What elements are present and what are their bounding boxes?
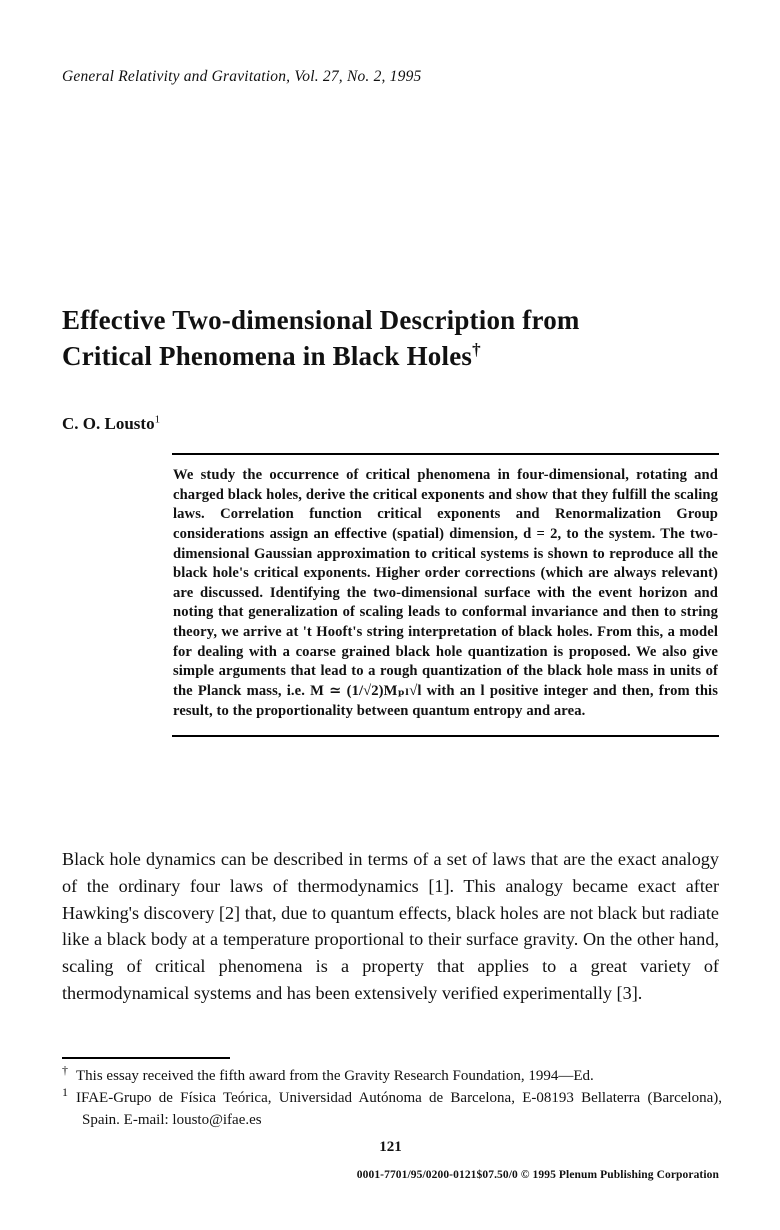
footnote-affiliation-text: IFAE-Grupo de Física Teórica, Universidad Autónoma de Barcelona, E-08193 Bellaterra (Barcelona), Spain. E-mail: lousto@ifae.es [76,1090,722,1128]
footnote-affiliation: $^1$ IFAE-Grupo de Física Teórica, Universidad Autónoma de Barcelona, E-08193 Bellaterra (Barcelona), Spain. E-mail: lousto@ifae.es [62,1085,722,1128]
paper-title-line2: Critical Phenomena in Black Holes [62,340,473,371]
abstract-text: We study the occurrence of critical phenomena in four-dimensional, rotating and charged black holes, derive the critical exponents and show that they fulfill the scaling laws. Correlation function critical exponents and Renormalization Group considerations assign an effective (spatial) dimension, d = 2, to the system. The two-dimensional Gaussian approximation to critical systems is shown to reproduce all the black hole's critical exponents. Higher order corrections (which are always relevant) are discussed. Identifying the two-dimensional surface with the event horizon and noting that generalization of scaling leads to conformal invariance and then to string theory, we arrive at 't Hooft's string interpretation of black holes. From this, a model for dealing with a coarse grained black hole quantization is proposed. We also give simple arguments that lead to a rough quantization of the black hole mass in units of the Planck mass, i.e. M ≃ (1/√2)Mₚₗ√l with an l positive integer and then, from this result, to the proportionality between quantum entropy and area. [173,467,718,719]
footnote-rule [62,1057,230,1059]
paper-title [62,303,722,374]
author-name: C. O. Lousto [62,414,155,433]
paper-title-line1: Effective Two-dimensional Description from [62,305,580,335]
footnote-dagger-text: This essay received the fifth award from the Gravity Research Foundation, 1994—Ed. [76,1068,594,1084]
author-line [62,414,160,434]
footnote-dagger: † This essay received the fifth award from the Gravity Research Foundation, 1994—Ed. [62,1063,594,1084]
author-affiliation-marker: 1 [154,413,161,426]
abstract-block [172,453,719,737]
footnotes [62,1063,722,1132]
body-paragraph: Black hole dynamics can be described in terms of a set of laws that are the exact analogy of the ordinary four laws of thermodynamics [1]. This analogy became exact after Hawking's discovery [2] that, due to quantum effects, black holes are not black but radiate like a black body at a temperature proportional to their surface gravity. On the other hand, scaling of critical phenomena is a property that applies to a great variety of thermodynamical systems and has been extensively verified experimentally [3]. [62,849,719,1003]
journal-header: General Relativity and Gravitation, Vol. 27, No. 2, 1995 [62,68,422,85]
copyright-footer: 0001-7701/95/0200-0121$07.50/0 © 1995 Plenum Publishing Corporation [356,1169,719,1181]
page-number: 121 [379,1139,402,1155]
title-dagger-marker: † [472,339,481,359]
